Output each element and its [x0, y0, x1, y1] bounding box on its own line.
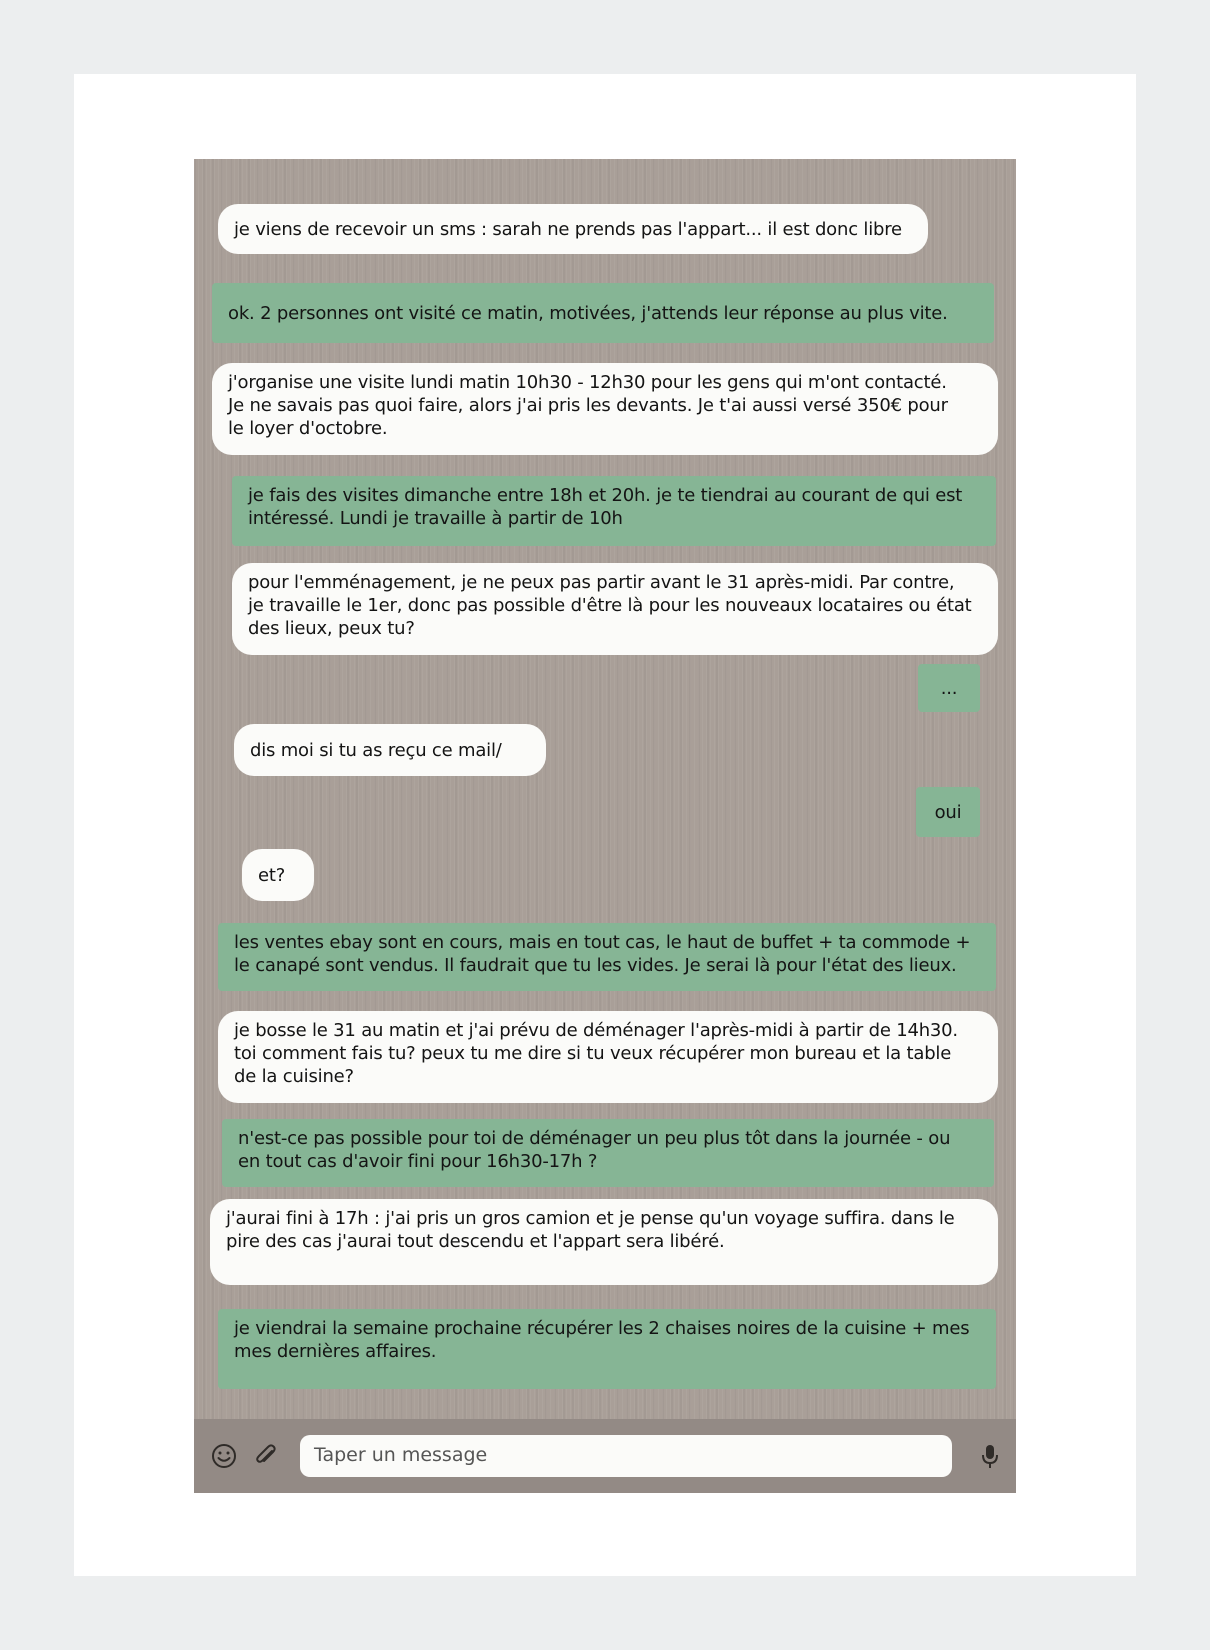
message-text [248, 571, 982, 640]
message-line: toi comment fais tu? peux tu me dire si tu veux récupérer mon bureau et la table [234, 1043, 952, 1064]
chat-panel [194, 159, 1016, 1493]
message-line: je bosse le 31 au matin et j'ai prévu de déménager l'après-midi à partir de 14h30. [234, 1020, 958, 1041]
message-input[interactable]: Taper un message [300, 1435, 952, 1477]
message-text [258, 864, 285, 887]
incoming-message-bubble[interactable] [218, 1011, 998, 1103]
outgoing-message-bubble[interactable] [916, 787, 980, 837]
outgoing-message-bubble[interactable] [232, 476, 996, 546]
message-text [234, 1019, 982, 1088]
message-line: Je ne savais pas quoi faire, alors j'ai pris les devants. Je t'ai aussi versé 350€ pour [228, 395, 948, 416]
message-line: j'aurai fini à 17h : j'ai pris un gros camion et je pense qu'un voyage suffira. dans le [226, 1208, 955, 1229]
outgoing-message-bubble[interactable] [218, 1309, 996, 1389]
message-line: de la cuisine? [234, 1066, 354, 1087]
message-line: le loyer d'octobre. [228, 418, 388, 439]
message-line: je travaille le 1er, donc pas possible d'être là pour les nouveaux locataires ou état [248, 595, 972, 616]
message-line: je viens de recevoir un sms : sarah ne prends pas l'appart... il est donc libre [234, 218, 902, 240]
message-line: oui [934, 801, 962, 823]
message-line: intéressé. Lundi je travaille à partir de 10h [248, 508, 623, 529]
paperclip-icon[interactable] [252, 1442, 280, 1470]
smiley-icon[interactable] [210, 1442, 238, 1470]
message-text [248, 484, 980, 530]
microphone-icon[interactable] [976, 1442, 1004, 1470]
message-text [228, 302, 948, 325]
message-line: je viendrai la semaine prochaine récupérer les 2 chaises noires de la cuisine + mes [234, 1318, 970, 1339]
incoming-message-bubble[interactable] [212, 363, 998, 455]
message-text [941, 677, 958, 700]
composer-bar [194, 1419, 1016, 1493]
message-line: dis moi si tu as reçu ce mail/ [250, 739, 502, 761]
incoming-message-bubble[interactable] [232, 563, 998, 655]
message-line: ok. 2 personnes ont visité ce matin, motivées, j'attends leur réponse au plus vite. [228, 302, 948, 324]
message-line: n'est-ce pas possible pour toi de déménager un peu plus tôt dans la journée - ou [238, 1128, 951, 1149]
message-line: en tout cas d'avoir fini pour 16h30-17h ? [238, 1151, 598, 1172]
message-text [234, 218, 902, 241]
message-line: pire des cas j'aurai tout descendu et l'appart sera libéré. [226, 1231, 725, 1252]
outgoing-message-bubble[interactable] [212, 283, 994, 343]
incoming-message-bubble[interactable] [242, 849, 314, 901]
message-line: le canapé sont vendus. Il faudrait que tu les vides. Je serai là pour l'état des lieux. [234, 955, 957, 976]
incoming-message-bubble[interactable] [210, 1199, 998, 1285]
message-line: les ventes ebay sont en cours, mais en tout cas, le haut de buffet + ta commode + [234, 932, 971, 953]
message-line: et? [258, 864, 286, 886]
message-text [228, 371, 982, 440]
message-line: mes dernières affaires. [234, 1341, 437, 1362]
outgoing-message-bubble[interactable] [218, 923, 996, 991]
message-text [935, 801, 962, 824]
message-text [238, 1127, 978, 1173]
message-text [226, 1207, 982, 1253]
message-line: pour l'emménagement, je ne peux pas partir avant le 31 après-midi. Par contre, [248, 572, 955, 593]
message-line: je fais des visites dimanche entre 18h et 20h. je te tiendrai au courant de qui est [248, 485, 963, 506]
outgoing-message-bubble[interactable] [222, 1119, 994, 1187]
message-line: ... [940, 677, 958, 699]
message-line: des lieux, peux tu? [248, 618, 415, 639]
message-line: j'organise une visite lundi matin 10h30 - 12h30 pour les gens qui m'ont contacté. [228, 372, 947, 393]
incoming-message-bubble[interactable] [218, 204, 928, 254]
message-text [234, 1317, 980, 1363]
incoming-message-bubble[interactable] [234, 724, 546, 776]
message-text [234, 931, 980, 977]
outgoing-message-bubble[interactable] [918, 664, 980, 712]
message-text [250, 739, 502, 762]
